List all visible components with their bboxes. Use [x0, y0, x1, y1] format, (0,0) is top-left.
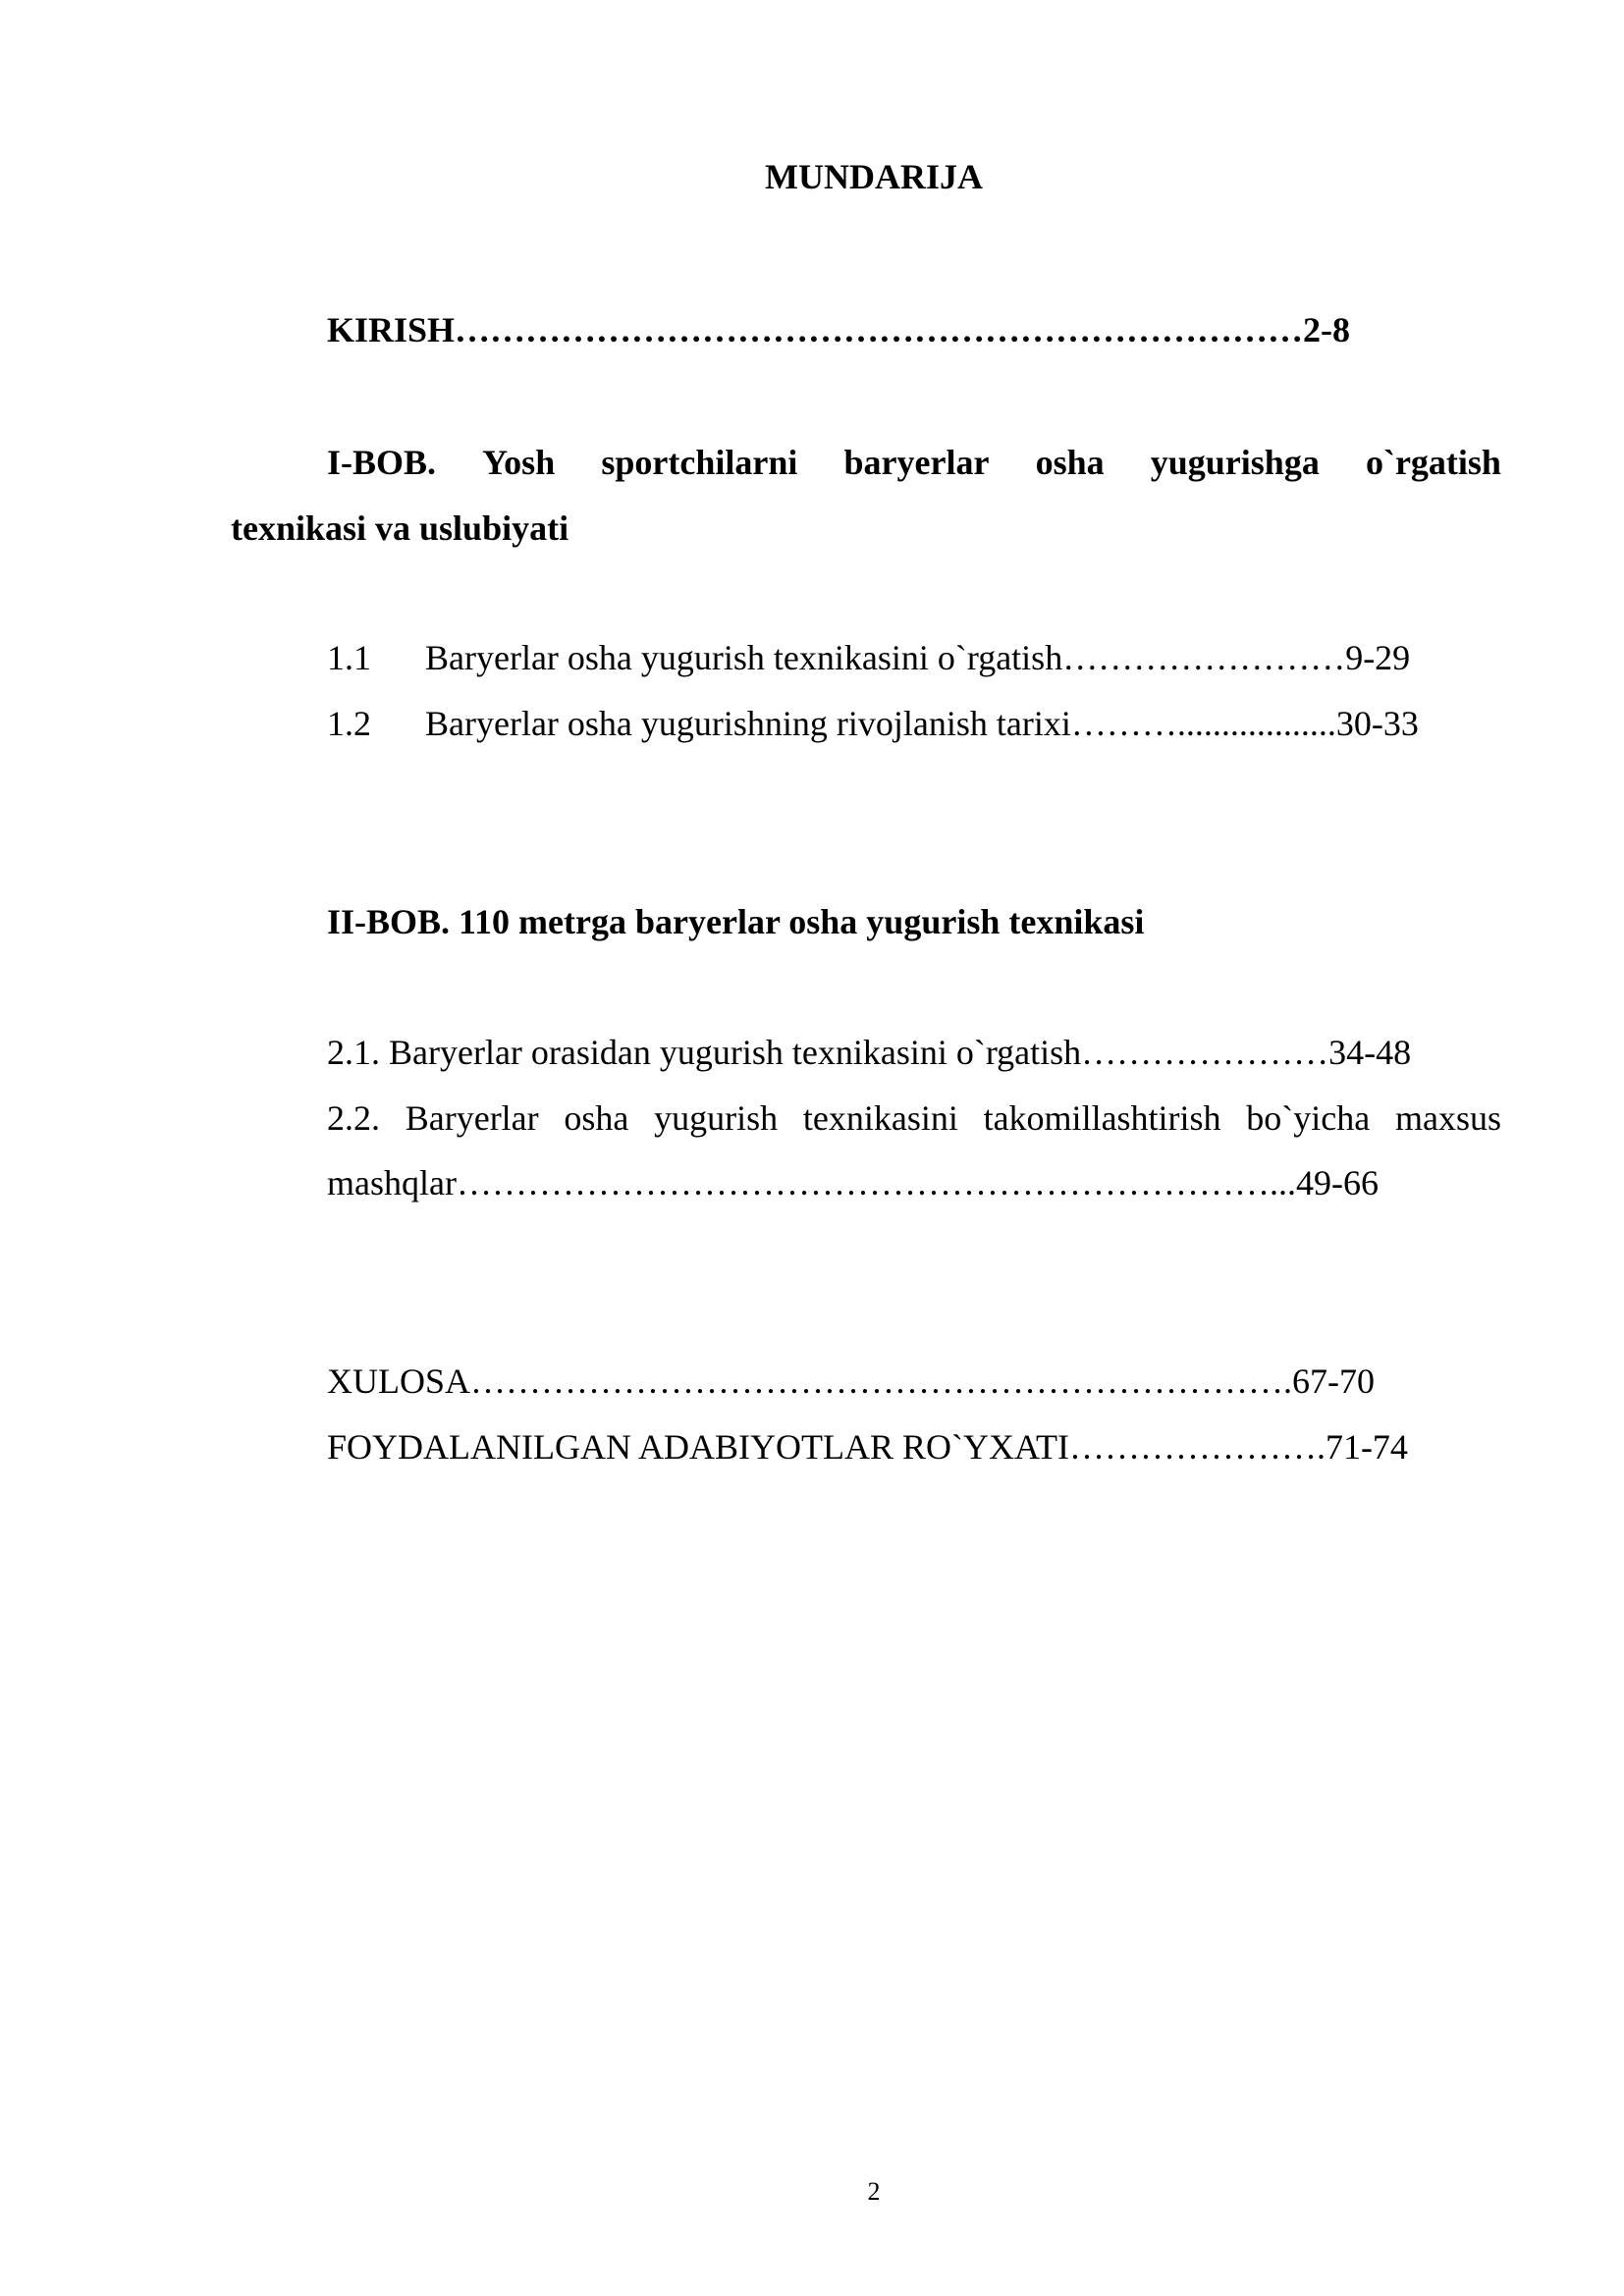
entry-word: osha — [564, 1098, 629, 1138]
heading-word: o`rgatish — [1365, 443, 1501, 482]
entry-word: 2.2. — [327, 1098, 380, 1138]
toc-entry-2-1: 2.1. Baryerlar orasidan yugurish texnikasini o`rgatish…………………34-48 — [327, 1033, 1412, 1072]
toc-chapter1-heading-cont: texnikasi va uslubiyati — [231, 508, 569, 548]
toc-entry-intro: KIRISH………………………………………………………………2-8 — [327, 310, 1351, 349]
heading-word: sportchilarni — [601, 443, 798, 482]
section-number: 1.2 — [327, 704, 371, 743]
toc-entry-1-1 — [327, 636, 1410, 679]
page-title: MUNDARIJA — [765, 157, 983, 196]
toc-entry-references: FOYDALANILGAN ADABIYOTLAR RO`YXATI………………….71-74 — [327, 1427, 1408, 1467]
toc-entry-2-2-cont: mashqlar……………………………………………………………...49-66 — [327, 1163, 1379, 1202]
toc-entry-conclusion: XULOSA…………………………………………………………….67-70 — [327, 1362, 1375, 1401]
heading-word: Yosh — [482, 443, 556, 482]
toc-chapter2-heading: II-BOB. 110 metrga baryerlar osha yugurish texnikasi — [327, 902, 1145, 941]
entry-word: bo`yicha — [1246, 1098, 1371, 1138]
toc-chapter1-heading — [327, 441, 1501, 484]
heading-word: baryerlar — [843, 443, 990, 482]
entry-word: takomillashtirish — [983, 1098, 1221, 1138]
section-number: 1.1 — [327, 638, 371, 677]
toc-entry-1-2 — [327, 702, 1419, 745]
toc-entry-2-2 — [327, 1096, 1501, 1140]
entry-word: yugurish — [654, 1098, 779, 1138]
heading-word: I-BOB. — [327, 443, 437, 482]
section-title: Baryerlar osha yugurishning rivojlanish tarixi………..................30-33 — [425, 704, 1419, 743]
section-title: Baryerlar osha yugurish texnikasini o`rgatish……………………9-29 — [425, 638, 1411, 677]
entry-word: Baryerlar — [405, 1098, 539, 1138]
heading-word: yugurishga — [1150, 443, 1320, 482]
entry-word: maxsus — [1394, 1098, 1501, 1138]
heading-word: osha — [1035, 443, 1105, 482]
page-number: 2 — [867, 2177, 881, 2206]
entry-word: texnikasini — [802, 1098, 958, 1138]
